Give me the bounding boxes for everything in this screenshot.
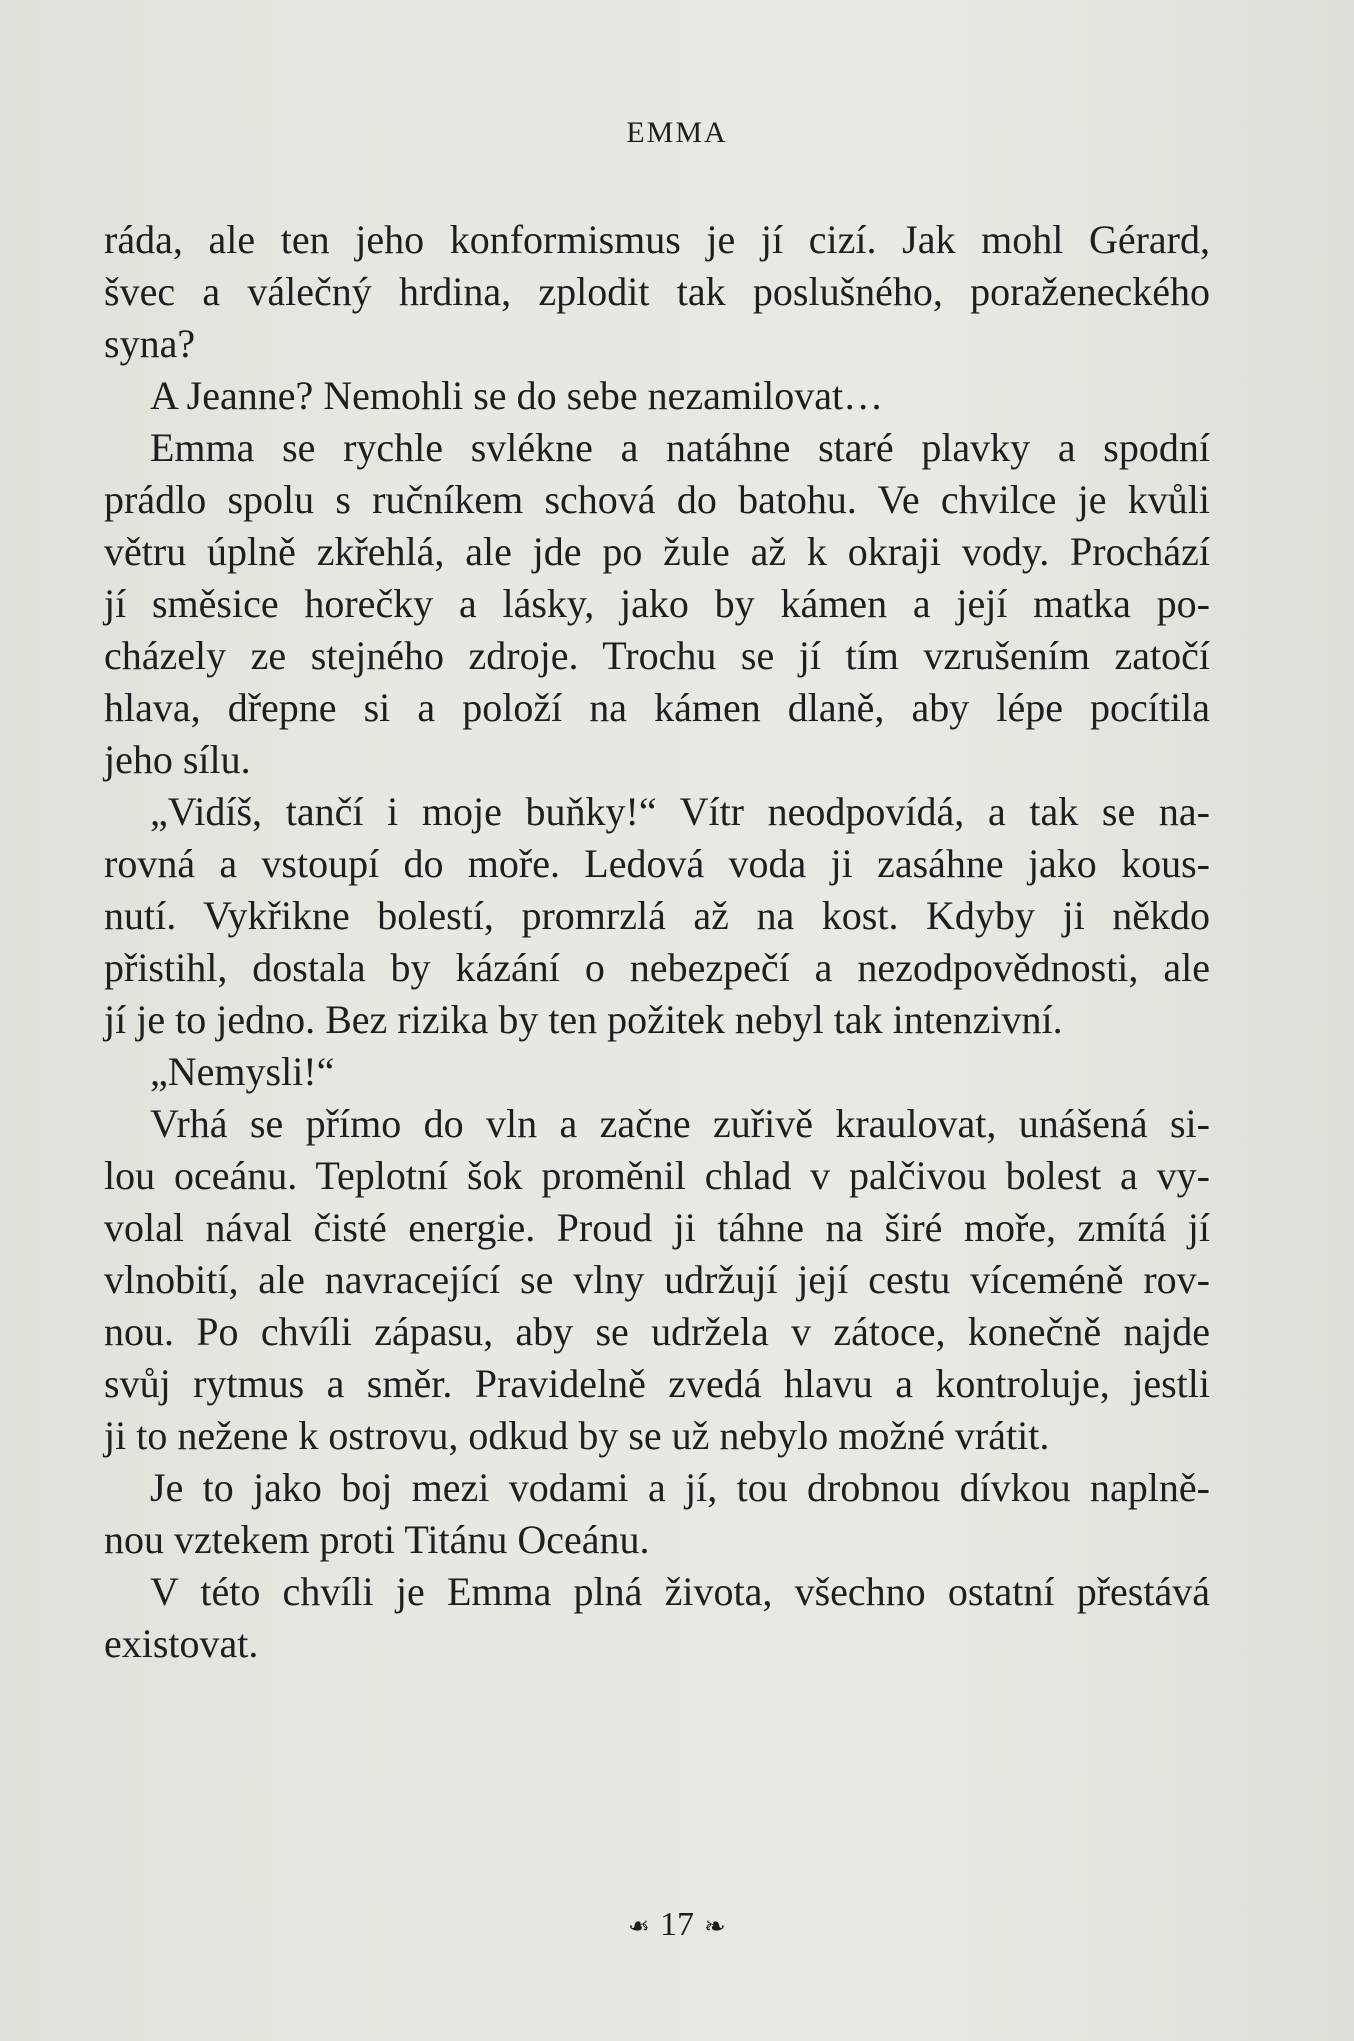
running-head: EMMA — [626, 116, 728, 149]
text-line: rovná a vstoupí do moře. Ledová voda ji zasáhne jako kous- — [104, 841, 1210, 886]
body-text — [104, 214, 1210, 1670]
text-line: cházely ze stejného zdroje. Trochu se jí tím vzrušením zatočí — [104, 633, 1210, 678]
text-line: V této chvíli je Emma plná života, všechno ostatní přestává — [150, 1569, 1210, 1614]
page-number: 17 — [660, 1906, 694, 1943]
text-line: hlava, dřepne si a položí na kámen dlaně, aby lépe pocítila — [104, 685, 1210, 730]
text-line: švec a válečný hrdina, zplodit tak poslušného, poraženeckého — [104, 269, 1210, 314]
text-line: „Vidíš, tančí i moje buňky!“ Vítr neodpovídá, a tak se na- — [150, 789, 1210, 834]
text-line: jí směsice horečky a lásky, jako by kámen a její matka po- — [104, 581, 1210, 626]
text-line: Vrhá se přímo do vln a začne zuřivě kraulovat, unášená si- — [150, 1101, 1210, 1146]
text-line: přistihl, dostala by kázání o nebezpečí a nezodpovědnosti, ale — [104, 945, 1210, 990]
ornament-right-icon: ❧ — [704, 1912, 726, 1942]
text-line: ji to nežene k ostrovu, odkud by se už nebylo možné vrátit. — [104, 1413, 1050, 1458]
text-line: existovat. — [104, 1621, 259, 1666]
text-line: volal nával čisté energie. Proud ji táhne na širé moře, zmítá jí — [104, 1205, 1210, 1250]
folio — [0, 1906, 1354, 1944]
text-line: ráda, ale ten jeho konformismus je jí cizí. Jak mohl Gérard, — [104, 217, 1210, 262]
text-line: jeho sílu. — [104, 737, 251, 782]
text-line: vlnobití, ale navracející se vlny udržují její cestu víceméně rov- — [104, 1257, 1210, 1302]
text-line: svůj rytmus a směr. Pravidelně zvedá hlavu a kontroluje, jestli — [104, 1361, 1210, 1406]
text-line: nou. Po chvíli zápasu, aby se udržela v zátoce, konečně najde — [104, 1309, 1210, 1354]
text-line: nutí. Vykřikne bolestí, promrzlá až na kost. Kdyby ji někdo — [104, 893, 1210, 938]
ornament-left-icon: ❧ — [628, 1912, 650, 1942]
text-line: jí je to jedno. Bez rizika by ten požitek nebyl tak intenzivní. — [104, 997, 1063, 1042]
text-line: nou vztekem proti Titánu Oceánu. — [104, 1517, 650, 1562]
text-line: „Nemysli!“ — [150, 1049, 335, 1094]
text-line: větru úplně zkřehlá, ale jde po žule až k okraji vody. Prochází — [104, 529, 1210, 574]
text-line: prádlo spolu s ručníkem schová do batohu. Ve chvilce je kvůli — [104, 477, 1210, 522]
text-line: Emma se rychle svlékne a natáhne staré plavky a spodní — [150, 425, 1210, 470]
text-line: syna? — [104, 321, 196, 366]
text-line: lou oceánu. Teplotní šok proměnil chlad v palčivou bolest a vy- — [104, 1153, 1210, 1198]
text-line: Je to jako boj mezi vodami a jí, tou drobnou dívkou naplně- — [150, 1465, 1210, 1510]
text-line: A Jeanne? Nemohli se do sebe nezamilovat… — [150, 373, 884, 418]
